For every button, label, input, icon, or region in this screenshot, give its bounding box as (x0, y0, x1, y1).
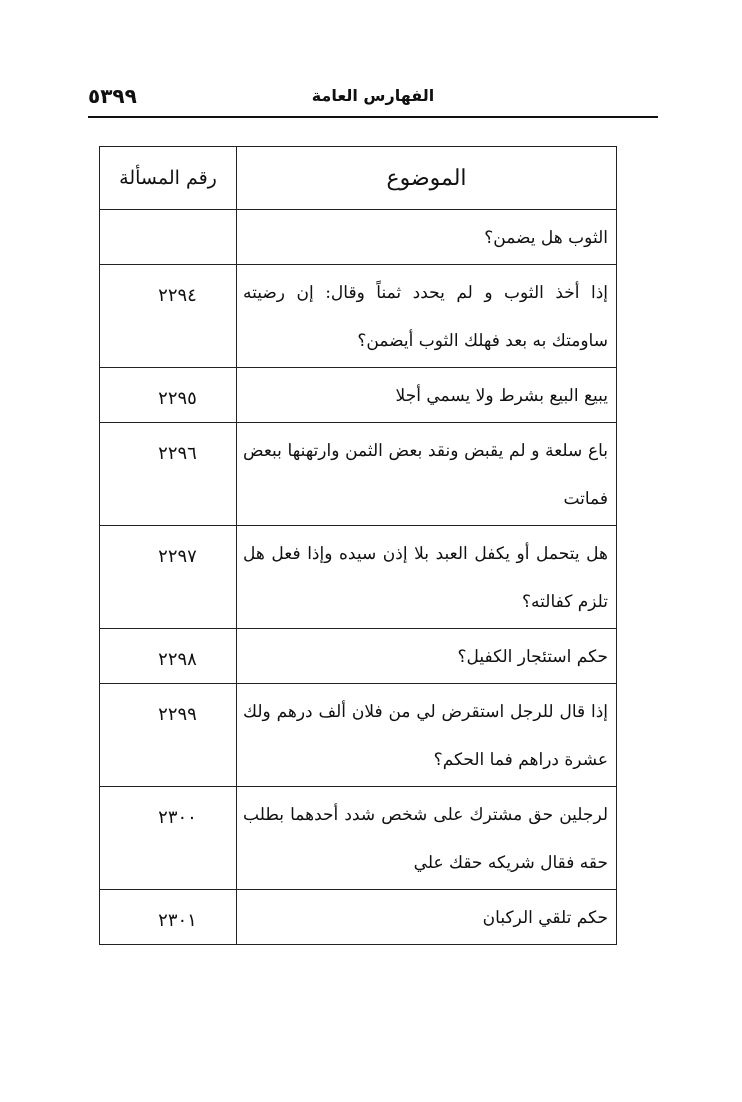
topic-cell: إذا أخذ الثوب و لم يحدد ثمناً وقال: إن رضيته ساومتك به بعد فهلك الثوب أيضمن؟ (237, 265, 617, 368)
topic-cell: حكم استئجار الكفيل؟ (237, 629, 617, 684)
topic-cell: حكم تلقي الركبان (237, 890, 617, 945)
page-header (88, 84, 658, 118)
issue-number-cell: ٢٢٩٦ (100, 423, 237, 526)
issue-number-cell: ٢٣٠٠ (100, 787, 237, 890)
topic-cell: إذا قال للرجل استقرض لي من فلان ألف درهم ولك عشرة دراهم فما الحكم؟ (237, 684, 617, 787)
table-row (100, 423, 617, 526)
table-row (100, 265, 617, 368)
table-row (100, 890, 617, 945)
page-number: ٥٣٩٩ (88, 84, 137, 108)
issue-number-cell: ٢٢٩٨ (100, 629, 237, 684)
issue-number-cell: ٢٢٩٧ (100, 526, 237, 629)
issue-number-cell: ٢٣٠١ (100, 890, 237, 945)
table-row (100, 629, 617, 684)
topic-cell: يبيع البيع بشرط ولا يسمي أجلا (237, 368, 617, 423)
issue-number-cell: ٢٢٩٥ (100, 368, 237, 423)
column-header-number: رقم المسألة (100, 147, 237, 210)
table-row (100, 684, 617, 787)
issue-number-cell: ٢٢٩٤ (100, 265, 237, 368)
issue-number-cell: ٢٢٩٩ (100, 684, 237, 787)
topic-cell: الثوب هل يضمن؟ (237, 210, 617, 265)
table-row (100, 526, 617, 629)
table-row (100, 210, 617, 265)
table-row (100, 368, 617, 423)
topic-cell: لرجلين حق مشترك على شخص شدد أحدهما بطلب حقه فقال شريكه حقك علي (237, 787, 617, 890)
running-title: الفهارس العامة (311, 86, 435, 105)
index-table (99, 146, 617, 945)
table-header-row (100, 147, 617, 210)
table-row (100, 787, 617, 890)
topic-cell: هل يتحمل أو يكفل العبد بلا إذن سيده وإذا فعل هل تلزم كفالته؟ (237, 526, 617, 629)
column-header-topic: الموضوع (237, 147, 617, 210)
topic-cell: باع سلعة و لم يقبض ونقد بعض الثمن وارتهنها ببعض فماتت (237, 423, 617, 526)
issue-number-cell (100, 210, 237, 265)
